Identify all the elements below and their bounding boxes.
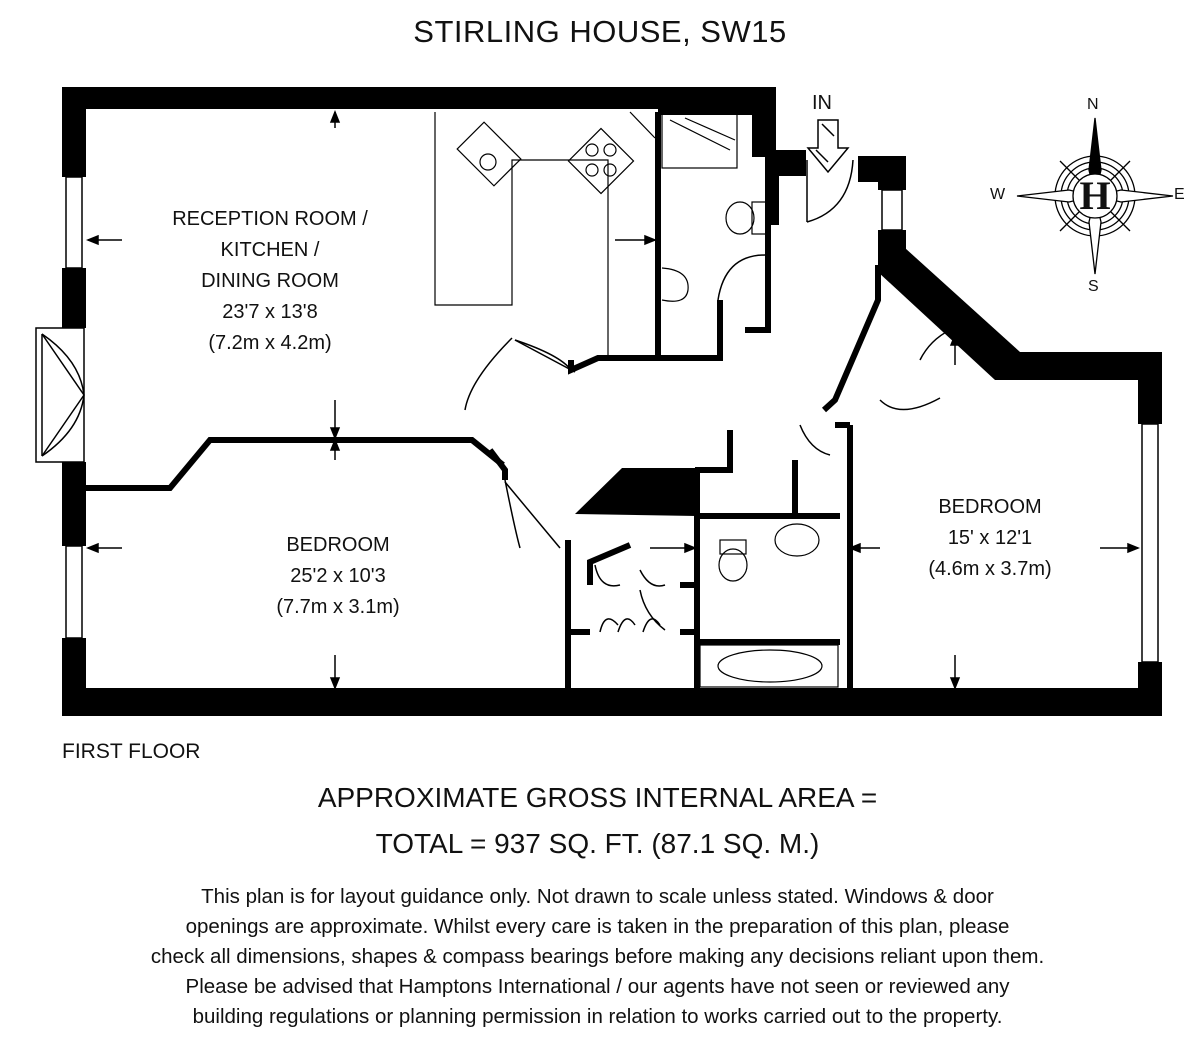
plan-title: STIRLING HOUSE, SW15 (413, 14, 787, 49)
window-reception (66, 177, 82, 268)
bath-toilet-cistern (720, 540, 746, 554)
room-label-reception (130, 204, 410, 359)
disclaimer (0, 882, 1195, 1032)
entrance-label: IN (812, 92, 832, 114)
compass-east-label: E (1174, 186, 1185, 203)
compass-south-label: S (1088, 278, 1099, 295)
compass-west-label: W (990, 186, 1006, 203)
entry-right-lower (878, 230, 906, 270)
bottom-wall (62, 688, 1162, 716)
interior-walls (86, 112, 878, 690)
right-wall-lower (1138, 662, 1162, 716)
bedroom1-dims-metric: (7.7m x 3.1m) (276, 596, 400, 618)
area-total: TOTAL = 937 SQ. FT. (87.1 SQ. M.) (375, 828, 820, 859)
bedroom2-door (920, 330, 950, 360)
entry-left-top (776, 150, 806, 176)
reception-name-line1: RECEPTION ROOM / (172, 208, 368, 230)
entrance-arrow-icon (808, 120, 848, 172)
reception-name-line2: KITCHEN / (220, 239, 320, 261)
bedroom2-dims-imperial: 15' x 12'1 (947, 527, 1033, 549)
disclaimer-line: This plan is for layout guidance only. Not drawn to scale unless stated. Windows & door (201, 885, 994, 908)
bedroom2-dims-metric: (4.6m x 3.7m) (928, 558, 1052, 580)
disclaimer-line: building regulations or planning permission in relation to works carried out to the property. (192, 1005, 1003, 1028)
wc-toilet-icon (726, 202, 754, 234)
reception-dims-imperial: 23'7 x 13'8 (222, 301, 318, 323)
bedroom2-name: BEDROOM (938, 496, 1042, 518)
bedroom1-name: BEDROOM (286, 534, 390, 556)
disclaimer-line: check all dimensions, shapes & compass bearings before making any decisions reliant upon them. (150, 945, 1045, 968)
left-wall-upper (62, 87, 86, 177)
balcony-doors (36, 328, 84, 462)
right-top-wall (1010, 352, 1162, 380)
room-label-bedroom2 (870, 492, 1110, 585)
hob-icon (568, 128, 633, 193)
bedroom1-dims-imperial: 25'2 x 10'3 (290, 565, 386, 587)
window-bedroom2 (1142, 424, 1158, 662)
window-hall (882, 190, 902, 230)
left-wall-lower (62, 462, 86, 546)
compass-north-label: N (1087, 96, 1099, 113)
area-heading: APPROXIMATE GROSS INTERNAL AREA = (317, 782, 878, 813)
wall-corner-top (752, 87, 776, 157)
sanitary-fixtures (662, 112, 838, 687)
wc-basin-icon (662, 268, 688, 301)
kitchen-units (435, 112, 655, 358)
riser-block (575, 468, 697, 516)
reception-name-line3: DINING ROOM (201, 270, 339, 292)
bathtub-icon (718, 650, 822, 682)
wc-door (718, 255, 765, 300)
top-wall (62, 87, 776, 109)
compass-logo-letter: H (1079, 173, 1111, 218)
disclaimer-line: Please be advised that Hamptons International / our agents have not seen or reviewed any (185, 975, 1010, 998)
bath-basin-icon (775, 524, 819, 556)
reception-dims-metric: (7.2m x 4.2m) (208, 332, 332, 354)
wc-wall-top (765, 155, 779, 225)
shower-tray-icon (662, 112, 737, 168)
floor-label: FIRST FLOOR (62, 740, 201, 763)
bathroom-door (640, 590, 665, 630)
left-wall-mid (62, 268, 86, 328)
entry-right-top (858, 156, 906, 182)
window-bedroom1 (66, 546, 82, 638)
disclaimer-line: openings are approximate. Whilst every care is taken in the preparation of this plan, please (185, 915, 1010, 938)
room-label-bedroom1 (218, 530, 458, 623)
